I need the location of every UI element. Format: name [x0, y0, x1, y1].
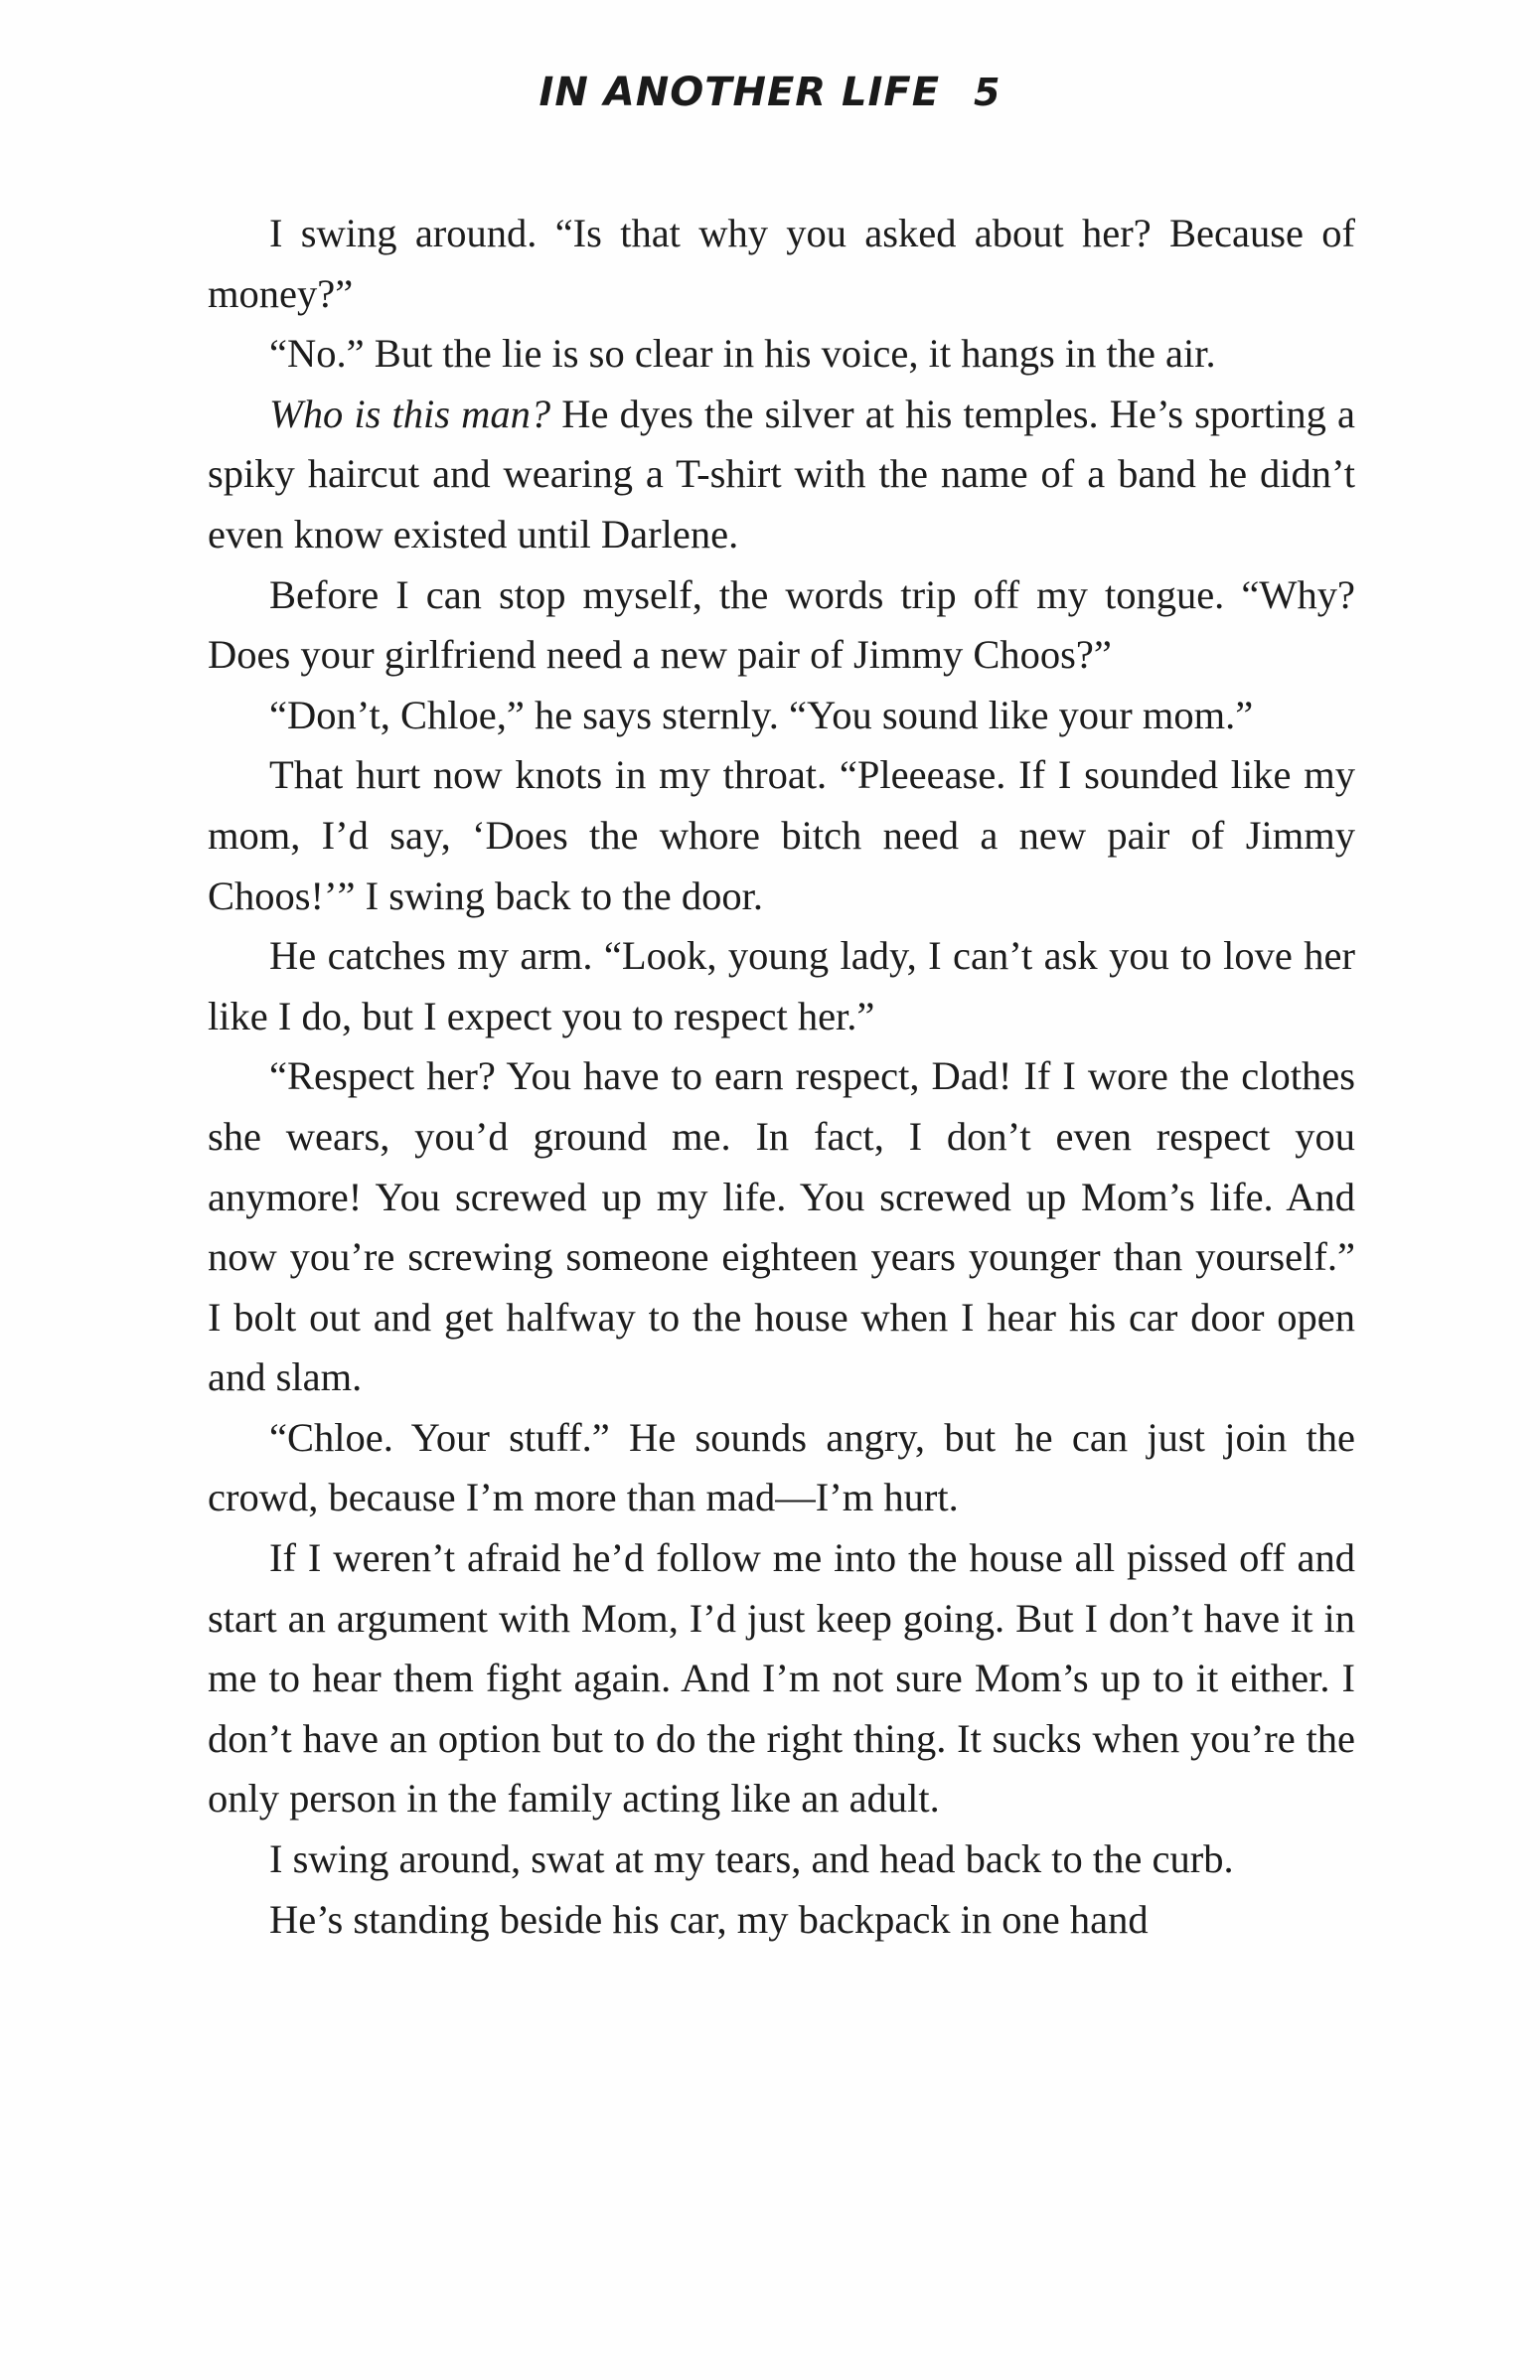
paragraph: If I weren’t afraid he’d follow me into the house all pissed off and start an argument with Mom, I’d just keep going. But I don’t have it in me to hear them fight again. And I’m not sure Mom’s up to it either. I don’t have an option but to do the right thing. It sucks when you’re the only person in the family acting like an adult. — [208, 1535, 1355, 1822]
running-head-title: IN ANOTHER LIFE — [539, 70, 941, 115]
paragraph: That hurt now knots in my throat. “Pleeease. If I sounded like my mom, I’d say, ‘Does the whore bitch need a new pair of Jimmy Choos!’” I swing back to the door. — [208, 752, 1355, 918]
paragraph: I swing around. “Is that why you asked about her? Because of money?” — [208, 211, 1355, 316]
paragraph — [208, 385, 1355, 565]
italic-phrase: Who is this man? — [269, 391, 551, 436]
paragraph: He catches my arm. “Look, young lady, I can’t ask you to love her like I do, but I expect you to respect her.” — [208, 933, 1355, 1038]
running-head — [0, 70, 1540, 115]
paragraph: “No.” But the lie is so clear in his voice, it hangs in the air. — [269, 331, 1216, 377]
body-text — [208, 204, 1355, 1950]
paragraph: “Respect her? You have to earn respect, Dad! If I wore the clothes she wears, you’d ground me. In fact, I don’t even respect you anymore! You screwed up my life. You screwed up Mom’s life. And now you’re screwing someone eighteen years younger than yourself.” I bolt out and get halfway to the house when I hear his car door open and slam. — [208, 1053, 1355, 1400]
paragraph: Before I can stop myself, the words trip off my tongue. “Why? Does your girlfriend need a new pair of Jimmy Choos?” — [208, 571, 1355, 678]
paragraph: He’s standing beside his car, my backpack in one hand — [269, 1896, 1149, 1942]
paragraph: I swing around, swat at my tears, and head back to the curb. — [269, 1836, 1234, 1882]
paragraph-text: He dyes the silver at his temples. He’s sporting a spiky haircut and wearing a T-shirt with the name of a band he didn’t even know existed until Darlene. — [208, 391, 1355, 556]
page-number: 5 — [974, 71, 1001, 114]
paragraph: “Don’t, Chloe,” he says sternly. “You sound like your mom.” — [269, 692, 1254, 737]
paragraph: “Chloe. Your stuff.” He sounds angry, but he can just join the crowd, because I’m more than mad—I’m hurt. — [208, 1414, 1355, 1520]
